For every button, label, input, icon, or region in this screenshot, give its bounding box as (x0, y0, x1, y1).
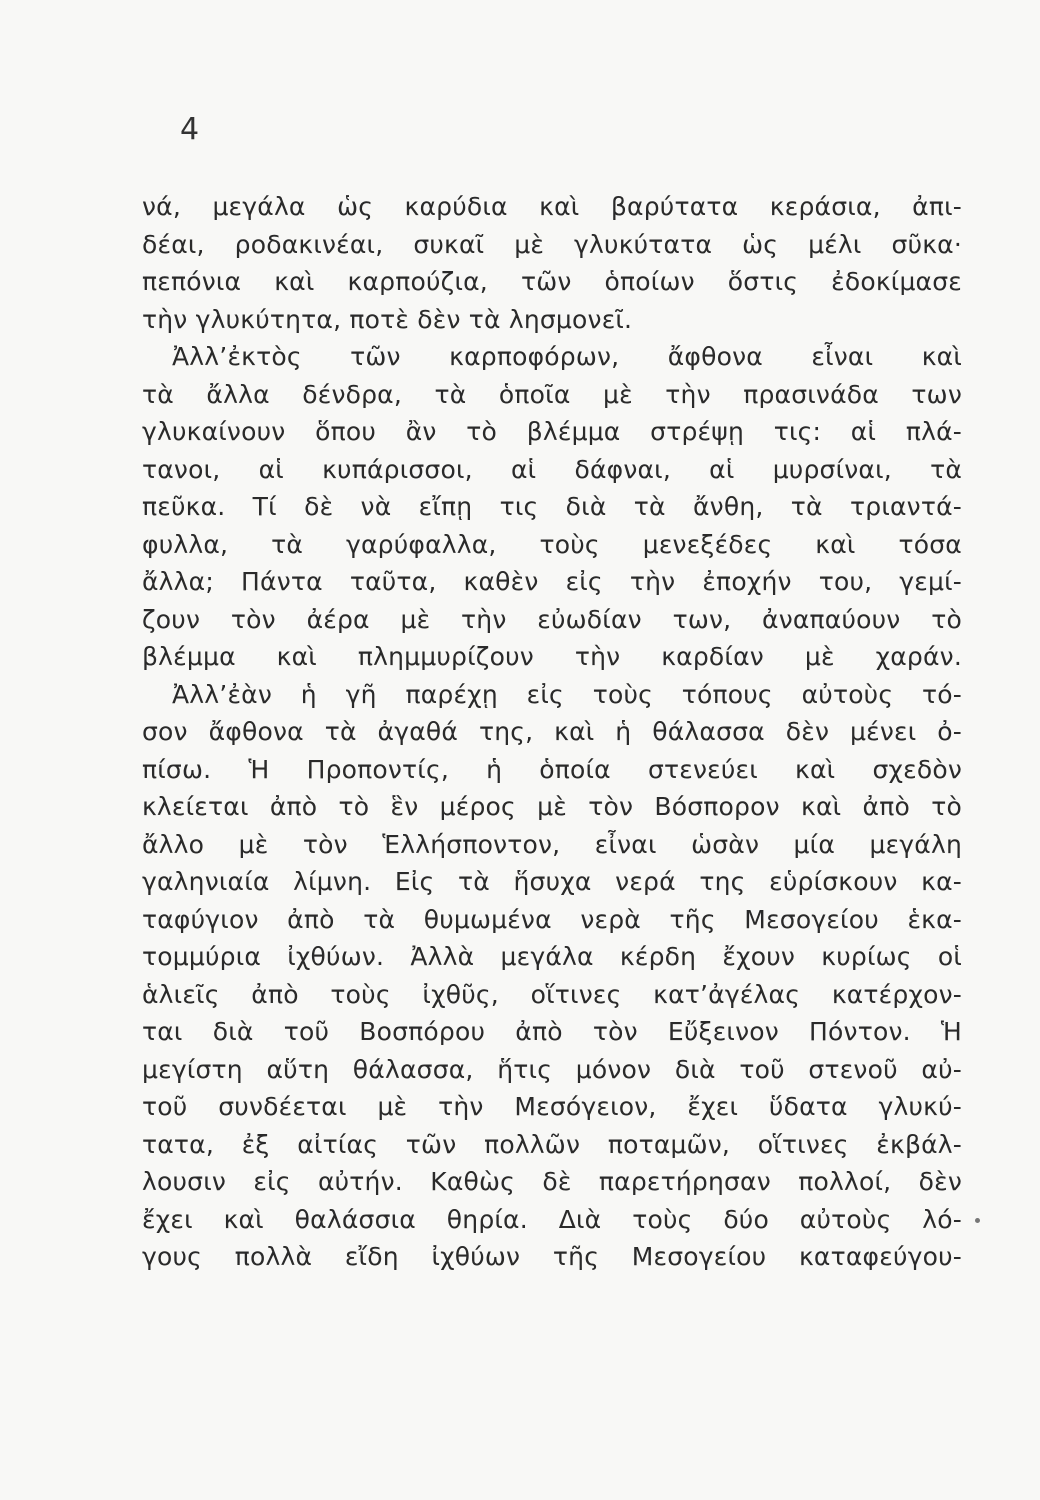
text-line: τομμύρια ἰχθύων. Ἀλλὰ μεγάλα κέρδη ἔχουν κυρίως οἱ (142, 942, 962, 971)
text-line: σον ἄφθονα τὰ ἀγαθά της, καὶ ἡ θάλασσα δὲν μένει ὀ- (142, 717, 962, 746)
text-line: τὰ ἄλλα δένδρα, τὰ ὁποῖα μὲ τὴν πρασινάδα των (142, 379, 962, 409)
text-line: δέαι, ροδακινέαι, συκαῖ μὲ γλυκύτατα ὡς μέλι σῦκα· (142, 229, 962, 259)
text-line: ἄλλο μὲ τὸν Ἑλλήσποντον, εἶναι ὡσὰν μία μεγάλη (142, 829, 962, 859)
text-line: ἄλλα; Πάντα ταῦτα, καθὲν εἰς τὴν ἐποχήν του, γεμί- (142, 567, 962, 596)
text-line: βλέμμα καὶ πλημμυρίζουν τὴν καρδίαν μὲ χαράν. (142, 642, 962, 671)
text-line: τατα, ἐξ αἰτίας τῶν πολλῶν ποταμῶν, οἵτινες ἐκβάλ- (142, 1129, 962, 1159)
text-line: τοῦ συνδέεται μὲ τὴν Μεσόγειον, ἔχει ὕδατα γλυκύ- (142, 1092, 962, 1121)
text-line: γαληνιαία λίμνη. Εἰς τὰ ἥσυχα νερά της εὑρίσκουν κα- (142, 867, 962, 896)
text-line: γους πολλὰ εἴδη ἰχθύων τῆς Μεσογείου καταφεύγου- (142, 1242, 962, 1271)
body-text (142, 188, 962, 1276)
text-line: ται διὰ τοῦ Βοσπόρου ἀπὸ τὸν Εὔξεινον Πόντον. Ἡ (142, 1017, 962, 1046)
text-line: νά, μεγάλα ὡς καρύδια καὶ βαρύτατα κεράσια, ἀπι- (142, 192, 962, 221)
text-line: φυλλα, τὰ γαρύφαλλα, τοὺς μενεξέδες καὶ τόσα (142, 529, 962, 559)
text-line: πίσω. Ἡ Προποντίς, ἡ ὁποία στενεύει καὶ σχεδὸν (142, 754, 962, 784)
text-line: κλείεται ἀπὸ τὸ ἓν μέρος μὲ τὸν Βόσπορον καὶ ἀπὸ τὸ (142, 792, 962, 821)
text-line: ἁλιεῖς ἀπὸ τοὺς ἰχθῦς, οἵτινες κατ’ἀγέλας κατέρχον- (142, 979, 962, 1009)
text-line: Ἀλλ’ἐκτὸς τῶν καρποφόρων, ἄφθονα εἶναι καὶ (172, 342, 962, 371)
text-line: ζουν τὸν ἀέρα μὲ τὴν εὐωδίαν των, ἀναπαύουν τὸ (142, 604, 962, 634)
text-line: πεπόνια καὶ καρπούζια, τῶν ὁποίων ὅστις ἐδοκίμασε (142, 267, 962, 296)
text-line: Ἀλλ’ἐὰν ἡ γῆ παρέχῃ εἰς τοὺς τόπους αὐτοὺς τό- (172, 679, 962, 709)
text-line: ταφύγιον ἀπὸ τὰ θυμωμένα νερὰ τῆς Μεσογείου ἑκα- (142, 904, 962, 934)
text-line: μεγίστη αὕτη θάλασσα, ἥτις μόνον διὰ τοῦ στενοῦ αὐ- (142, 1054, 962, 1084)
text-line: γλυκαίνουν ὅπου ἂν τὸ βλέμμα στρέψῃ τις: αἱ πλά- (142, 417, 962, 446)
text-line: τὴν γλυκύτητα, ποτὲ δὲν τὰ λησμονεῖ. (142, 304, 633, 334)
text-line: λουσιν εἰς αὐτήν. Καθὼς δὲ παρετήρησαν πολλοί, δὲν (142, 1167, 962, 1196)
text-line: ἔχει καὶ θαλάσσια θηρία. Διὰ τοὺς δύο αὐτοὺς λό- (142, 1204, 962, 1234)
text-line: τανοι, αἱ κυπάρισσοι, αἱ δάφναι, αἱ μυρσίναι, τὰ (142, 454, 962, 484)
page-number: 4 (180, 112, 200, 147)
ink-speck (975, 1218, 980, 1223)
text-line: πεῦκα. Τί δὲ νὰ εἴπῃ τις διὰ τὰ ἄνθη, τὰ τριαντά- (142, 492, 962, 521)
